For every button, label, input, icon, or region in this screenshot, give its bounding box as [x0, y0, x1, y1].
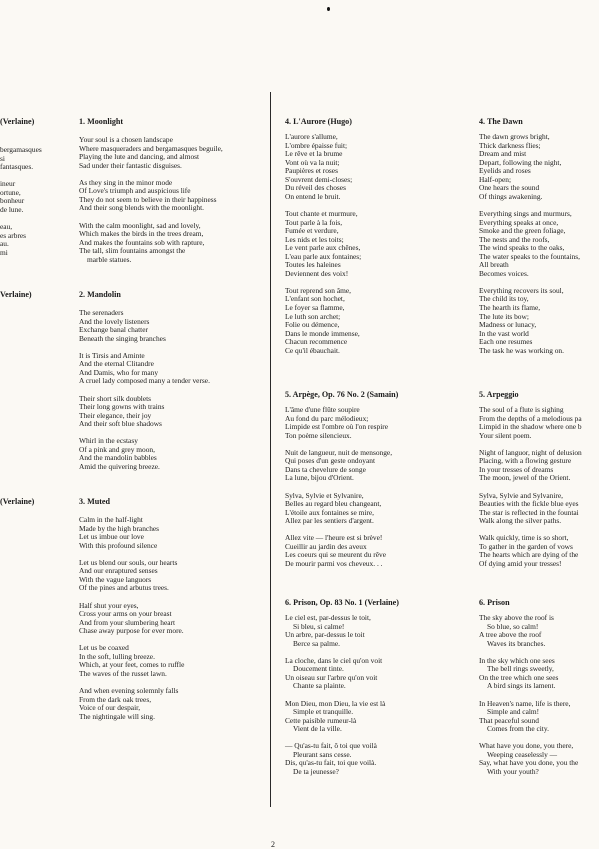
stanza — [285, 406, 392, 440]
poem-line: The wind speaks to the oaks, — [479, 243, 565, 253]
poem-text — [79, 136, 223, 273]
stanza — [79, 602, 184, 636]
poem-line: S'ouvrent demi-closes; — [285, 174, 353, 184]
poem-line: Everything recovers its soul, — [479, 285, 564, 295]
poem-line: Mon Dieu, mon Dieu, la vie est là — [285, 698, 386, 708]
poem-text — [479, 406, 582, 577]
poem-line: Half shut your eyes, — [79, 600, 139, 610]
poem-line: Tout reprend son âme, — [285, 285, 351, 295]
poem-line: That peaceful sound — [479, 715, 539, 725]
fragment-line: mi — [0, 247, 8, 257]
poem-text — [479, 614, 578, 785]
poem-line: Le rêve et la brume — [285, 149, 343, 159]
fragment-line: fantasques. — [0, 162, 34, 172]
fragment-line: es arbres — [0, 230, 27, 240]
fragment-line: ineur — [0, 179, 16, 189]
poem-line: It is Tirsis and Aminte — [79, 350, 145, 360]
poem-line: Tout chante et murmure, — [285, 208, 358, 218]
poem-line: Ce qu'il ébauchait. — [285, 345, 340, 355]
stanza — [79, 309, 210, 343]
stanza — [79, 437, 210, 471]
poem-line: As they sing in the minor mode — [79, 177, 173, 187]
poem-line: Let us be coaxed — [79, 643, 129, 653]
poem-line: Dans le monde immense, — [285, 328, 360, 338]
poem-line: And when evening solemnly falls — [79, 686, 179, 696]
poem-line: L'ombre épaisse fuit; — [285, 140, 348, 150]
poem-line: And the mandolin babbles — [79, 453, 157, 463]
stanza — [79, 395, 210, 429]
poem-line: Weeping ceaselessly — — [487, 749, 558, 759]
poem-line: Everything sings and murmurs, — [479, 208, 572, 218]
stanza — [479, 657, 578, 691]
poem-line: Limpid in the shadow where one b — [479, 422, 582, 432]
poem-line: The bell rings sweetly, — [487, 664, 554, 674]
stanza — [285, 133, 361, 201]
stanza — [79, 644, 184, 678]
poem-text — [285, 133, 361, 364]
poem-line: Le ciel est, par-dessus le toit, — [285, 613, 371, 622]
poem-line: Dream and mist — [479, 149, 527, 159]
stanza — [79, 222, 223, 265]
stanza — [479, 406, 582, 440]
poem-line: Les nids et les toits; — [285, 234, 344, 244]
poem-line: Chacun recommence — [285, 337, 348, 347]
poem-line: Eyelids and roses — [479, 166, 531, 176]
stanza — [79, 516, 184, 550]
poem-line: Cette paisible rumeur-là — [285, 715, 357, 725]
poem-line: One hears the sound — [479, 183, 540, 193]
poem-line: Le vent parle aux chênes, — [285, 243, 361, 253]
poem-line: L'enfant son hochet, — [285, 294, 345, 304]
poem-line: Of the pines and arbutus trees. — [79, 583, 169, 593]
stanza — [285, 657, 385, 691]
poem-line: Nuit de langueur, nuit de mensonge, — [285, 447, 393, 457]
poem-line: With your youth? — [487, 766, 539, 776]
poem-line: Vont où va la nuit; — [285, 157, 340, 167]
poem-line: Paupières et roses — [285, 166, 338, 176]
poem-line: L'eau parle aux fontaines; — [285, 251, 362, 261]
poem-line: Made by the high branches — [79, 523, 160, 533]
poem-line: Of Love's triumph and auspicious life — [79, 186, 191, 196]
poem-line: Le foyer sa flamme, — [285, 303, 345, 313]
section-title: 3. Muted — [79, 497, 111, 506]
poem-line: Dis, qu'as-tu fait, toi que voilà. — [285, 758, 377, 768]
poem-line: Calm in the half-light — [79, 515, 143, 524]
poem-text — [285, 614, 385, 785]
poem-line: Cueillir au jardin des aveux — [285, 541, 367, 551]
poem-line: Dans ta chevelure de songe — [285, 464, 366, 474]
poem-line: The task he was working on. — [479, 345, 564, 355]
poem-line: The child its toy, — [479, 294, 529, 304]
poem-line: Half-open; — [479, 174, 512, 184]
poem-line: In the soft, lulling breeze. — [79, 651, 155, 661]
poem-line: Each one resumes — [479, 337, 533, 347]
poem-line: Toutes les haleines — [285, 260, 341, 270]
ink-dot — [327, 7, 330, 11]
poem-line: And makes the fountains sob with rapture, — [79, 237, 205, 247]
poem-line: The star is reflected in the fountai — [479, 507, 579, 517]
poem-line: With the calm moonlight, sad and lovely, — [79, 220, 201, 230]
poem-line: Let us imbue our love — [79, 532, 144, 542]
stanza — [479, 742, 578, 776]
poem-line: Their short silk doublets — [79, 393, 152, 403]
poem-line: Folie ou démence, — [285, 320, 340, 330]
poem-line: Night of languor, night of delusion — [479, 447, 582, 457]
poem-line: Si bleu, si calme! — [293, 621, 345, 631]
poem-line: A bird sings its lament. — [487, 681, 556, 691]
page-number: 2 — [271, 840, 275, 849]
poem-line: The dawn grows bright, — [479, 132, 550, 141]
fragment-line: eau, — [0, 222, 13, 232]
poem-line: So blue, so calm! — [487, 621, 539, 631]
poem-line: The water speaks to the fountains, — [479, 251, 580, 261]
stanza — [479, 133, 580, 201]
poem-line: Which makes the birds in the trees dream, — [79, 229, 204, 239]
poem-line: Deviennent des voix! — [285, 268, 349, 278]
poem-line: Which, at your feet, comes to ruffle — [79, 660, 185, 670]
poem-line: Simple and calm! — [487, 707, 540, 717]
poem-text — [79, 309, 210, 480]
poem-line: The nightingale will sing. — [79, 711, 155, 721]
col0-heading-2: Verlaine) — [0, 290, 32, 299]
poem-line: L'aurore s'allume, — [285, 132, 338, 141]
poem-line: Allez vite — l'heure est si brève! — [285, 533, 383, 543]
poem-line: What have you done, you there, — [479, 741, 574, 751]
stanza — [479, 534, 582, 568]
poem-line: Les coeurs qui se meurent du rêve — [285, 550, 386, 560]
poem-line: Un arbre, par-dessus le toit — [285, 630, 365, 640]
poem-line: Vient de la ville. — [293, 724, 342, 734]
poem-line: Sylva, Sylvie et Sylvanire, — [285, 490, 364, 500]
poem-line: Au fond du parc mélodieux; — [285, 413, 369, 423]
poem-line: And Damis, who for many — [79, 367, 159, 377]
poem-line: Du réveil des choses — [285, 183, 346, 193]
stanza — [285, 742, 385, 776]
stanza — [285, 287, 361, 355]
poem-line: Allez par les sentiers d'argent. — [285, 516, 374, 526]
column-divider — [270, 92, 271, 807]
poem-line: Beauties with the fickle blue eyes — [479, 499, 579, 509]
poem-line: In your tresses of dreams — [479, 464, 554, 474]
poem-line: — Qu'as-tu fait, ô toi que voilà — [285, 741, 377, 751]
poem-line: The moon, jewel of the Orient. — [479, 473, 571, 483]
poem-line: The hearts which are dying of the — [479, 550, 579, 560]
stanza — [285, 449, 392, 483]
poem-line: They do not seem to believe in their happiness — [79, 194, 217, 204]
poem-line: Limpide est l'ombre où l'on respire — [285, 422, 389, 432]
poem-line: On the tree which one sees — [479, 672, 559, 682]
poem-line: Chase away purpose for ever more. — [79, 626, 184, 636]
poem-line: Their elegance, their joy — [79, 410, 152, 420]
poem-line: In the vast world — [479, 328, 529, 338]
poem-line: Sylva, Sylvie and Sylvanire, — [479, 490, 563, 500]
poem-line: Your silent poem. — [479, 430, 532, 440]
poem-line: Walk along the silver paths. — [479, 516, 562, 526]
poem-line: Beneath the singing branches — [79, 333, 166, 343]
poem-line: Waves its branches. — [487, 638, 546, 648]
poem-line: Pleurant sans cesse. — [293, 749, 352, 759]
poem-line: And their song blends with the moonlight. — [79, 203, 205, 213]
stanza — [79, 559, 184, 593]
poem-line: And our enraptured senses — [79, 566, 158, 576]
poem-line: And from your slumbering heart — [79, 617, 176, 627]
fragment-line: si — [0, 153, 5, 163]
stanza — [479, 210, 580, 278]
poem-line: Un oiseau sur l'arbre qu'on voit — [285, 672, 378, 682]
poem-line: La cloche, dans le ciel qu'on voit — [285, 655, 383, 665]
section-title: 6. Prison — [479, 598, 510, 607]
poem-line: La lune, bijou d'Orient. — [285, 473, 354, 483]
poem-line: L'étoile aux fontaines se mire, — [285, 507, 374, 517]
poem-line: Whirl in the ecstasy — [79, 436, 138, 446]
poem-line: L'âme d'une flûte soupire — [285, 405, 360, 414]
stanza — [79, 136, 223, 170]
poem-text — [285, 406, 392, 577]
poem-line: The hearth its flame, — [479, 303, 541, 313]
poem-line: All breath — [479, 260, 509, 270]
fragment-line: au. — [0, 239, 9, 249]
poem-line: Say, what have you done, you the — [479, 758, 579, 768]
poem-line: The sky above the roof is — [479, 613, 554, 622]
poem-line: Depart, following the night, — [479, 157, 562, 167]
poem-line: The waves of the russet lawn. — [79, 668, 167, 678]
stanza — [285, 614, 385, 648]
poem-line: De mourir parmi vos cheveux. . . — [285, 558, 383, 568]
poem-line: In Heaven's name, life is there, — [479, 698, 571, 708]
poem-line: And the lovely listeners — [79, 316, 150, 326]
poem-line: Everything speaks at once, — [479, 217, 559, 227]
stanza — [479, 492, 582, 526]
stanza — [79, 179, 223, 213]
section-title: 1. Moonlight — [79, 117, 124, 126]
stanza — [285, 210, 361, 278]
poem-line: Let us blend our souls, our hearts — [79, 557, 178, 567]
poem-line: Doucement tinte. — [293, 664, 344, 674]
section-title: 5. Arpège, Op. 76 No. 2 (Samain) — [285, 390, 399, 399]
poem-line: Fumée et verdure, — [285, 226, 339, 236]
stanza — [79, 352, 210, 386]
poem-line: From the depths of a melodious pa — [479, 413, 582, 423]
poem-line: Ton poème silencieux. — [285, 430, 352, 440]
poem-line: Madness or lunacy, — [479, 320, 537, 330]
poem-line: A tree above the roof — [479, 630, 542, 640]
stanza — [285, 700, 385, 734]
poem-line: Exchange banal chatter — [79, 325, 148, 335]
poem-line: Placing, with a flowing gesture — [479, 456, 572, 466]
stanza — [479, 700, 578, 734]
poem-line: Simple et tranquille. — [293, 707, 354, 717]
poem-line: Voice of our despair, — [79, 703, 141, 713]
poem-line: The soul of a flute is sighing — [479, 405, 564, 414]
poem-line: Sad under their fantastic disguises. — [79, 160, 182, 170]
section-title: 5. Arpeggio — [479, 390, 519, 399]
poem-line: Walk quickly, time is so short, — [479, 533, 569, 543]
section-title: 4. The Dawn — [479, 117, 523, 126]
poem-line: To gather in the garden of vows — [479, 541, 573, 551]
poem-line: And their soft blue shadows — [79, 419, 162, 429]
poem-line: The nests and the roofs, — [479, 234, 550, 244]
stanza — [285, 492, 392, 526]
poem-line: The tall, slim fountains amongst the — [79, 246, 186, 256]
poem-text — [479, 133, 580, 364]
stanza — [79, 687, 184, 721]
fragment-line: bergamasques — [0, 145, 42, 154]
poem-line: And the eternal Clitandre — [79, 359, 154, 369]
section-title: 2. Mandolin — [79, 290, 121, 299]
poem-line: Belles au regard bleu changeant, — [285, 499, 382, 509]
stanza — [285, 534, 392, 568]
poem-text — [79, 516, 184, 730]
poem-line: Berce sa palme. — [293, 638, 340, 648]
poem-line: Thick darkness flies; — [479, 140, 541, 150]
poem-line: Of dying amid your tresses! — [479, 558, 562, 568]
section-title: 6. Prison, Op. 83 No. 1 (Verlaine) — [285, 598, 399, 607]
poem-line: Your soul is a chosen landscape — [79, 135, 173, 144]
poem-line: The serenaders — [79, 308, 124, 317]
poem-line: The lute its bow; — [479, 311, 529, 321]
poem-line: De ta jeunesse? — [293, 766, 339, 776]
poem-line: With this profound silence — [79, 540, 158, 550]
poem-line: Becomes voices. — [479, 268, 529, 278]
poem-line: Le luth son archet; — [285, 311, 341, 321]
poem-line: Playing the lute and dancing, and almost — [79, 152, 200, 162]
poem-line: From the dark oak trees, — [79, 694, 152, 704]
poem-line: Amid the quivering breeze. — [79, 461, 160, 471]
col0-heading-3: (Verlaine) — [0, 497, 35, 506]
fragment-line: ortune, — [0, 187, 21, 197]
poem-line: Of a pink and grey moon, — [79, 444, 155, 454]
poem-line: A cruel lady composed many a tender verse. — [79, 376, 210, 386]
fragment-line: bonheur — [0, 196, 25, 206]
stanza — [479, 614, 578, 648]
poem-line: Where masqueraders and bergamasques beguile, — [79, 143, 223, 153]
poem-line: Tout parle à la fois, — [285, 217, 343, 227]
poem-line: In the sky which one sees — [479, 655, 555, 665]
poem-line: Qui poses d'un geste ondoyant — [285, 456, 376, 466]
section-title: 4. L'Aurore (Hugo) — [285, 117, 352, 126]
poem-line: Of things awakening. — [479, 191, 543, 201]
poem-line: Comes from the city. — [487, 724, 549, 734]
poem-line: Chante sa plainte. — [293, 681, 346, 691]
poem-line: With the vague languors — [79, 574, 152, 584]
poem-line: Smoke and the green foliage, — [479, 226, 566, 236]
col0-fragments — [0, 146, 42, 257]
poem-line: Cross your arms on your breast — [79, 609, 172, 619]
stanza — [479, 449, 582, 483]
col0-heading-1: (Verlaine) — [0, 117, 35, 126]
poem-line: On entend le bruit. — [285, 191, 341, 201]
fragment-line: de lune. — [0, 204, 24, 214]
poem-line: marble statues. — [87, 254, 132, 264]
poem-line: Their long gowns with trains — [79, 402, 165, 412]
stanza — [479, 287, 580, 355]
